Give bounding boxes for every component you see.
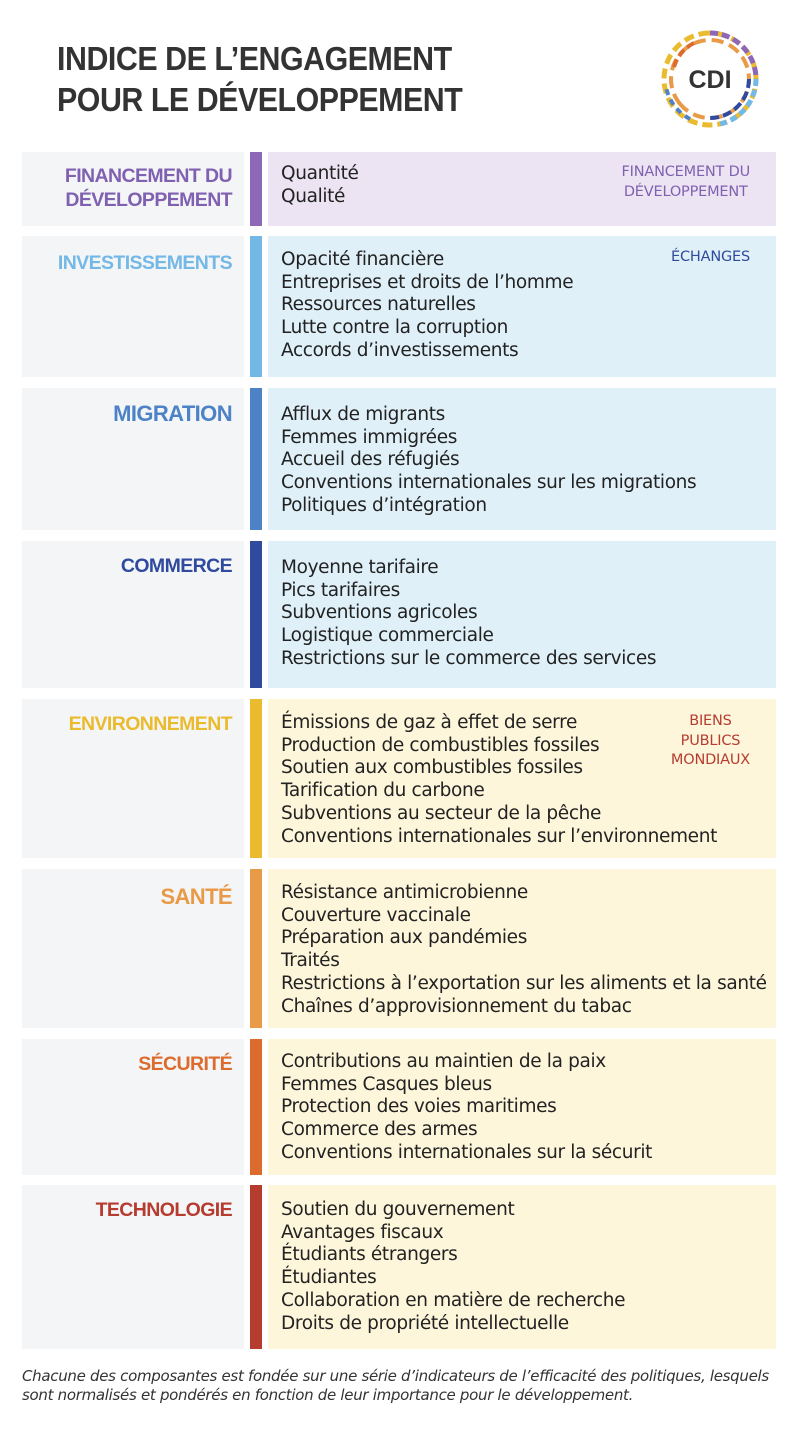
section-color-bar xyxy=(250,869,262,1028)
list-item: Soutien aux combustibles fossiles xyxy=(281,757,583,779)
section-color-bar xyxy=(250,699,262,858)
section-body xyxy=(268,236,776,377)
list-item: Couverture vaccinale xyxy=(281,904,471,926)
section-financement xyxy=(22,152,776,226)
section-body xyxy=(268,388,776,530)
list-item: Moyenne tarifaire xyxy=(281,557,439,578)
list-item: Restrictions à l’exportation sur les aliments et la santé xyxy=(281,972,767,994)
indicator-list xyxy=(281,1051,652,1165)
indicator-list xyxy=(281,163,359,208)
list-item: Quantité xyxy=(281,163,359,184)
section-label: COMMERCE xyxy=(120,555,232,577)
list-item: Entreprises et droits de l’homme xyxy=(281,271,574,293)
section-commerce xyxy=(22,541,776,688)
section-color-bar xyxy=(250,1185,262,1349)
group-tag: BIENS PUBLICS MONDIAUX xyxy=(670,713,750,768)
list-item: Lutte contre la corruption xyxy=(281,317,508,339)
section-body xyxy=(268,1039,776,1175)
section-color-bar xyxy=(250,1039,262,1175)
section-label: INVESTISSEMENTS xyxy=(57,252,232,274)
list-item: Résistance antimicrobienne xyxy=(281,882,528,903)
list-item: Préparation aux pandémies xyxy=(281,927,528,949)
list-item: Conventions internationales sur l’environnement xyxy=(281,825,717,847)
section-technologie xyxy=(22,1185,776,1349)
section-environnement xyxy=(22,699,776,858)
list-item: Qualité xyxy=(281,185,346,207)
list-item: Femmes immigrées xyxy=(281,426,458,448)
list-item: Traités xyxy=(281,950,340,972)
section-label: SÉCURITÉ xyxy=(138,1053,232,1075)
list-item: Chaînes d’approvisionnement du tabac xyxy=(281,995,632,1017)
list-item: Conventions internationales sur les migrations xyxy=(281,472,697,494)
list-item: Pics tarifaires xyxy=(281,579,400,601)
indicator-list xyxy=(281,1199,625,1335)
section-color-bar xyxy=(250,541,262,688)
list-item: Accords d’investissements xyxy=(281,339,519,361)
cdi-logo xyxy=(660,27,760,131)
title-line-1: INDICE DE L’ENGAGEMENT xyxy=(57,40,452,77)
indicator-list xyxy=(281,882,767,1018)
list-item: Étudiantes xyxy=(281,1267,377,1289)
section-body xyxy=(268,541,776,688)
list-item: Protection des voies maritimes xyxy=(281,1096,557,1118)
list-item: Subventions au secteur de la pêche xyxy=(281,802,602,824)
section-label: FINANCEMENT DU DÉVELOPPEMENT xyxy=(64,165,232,211)
list-item: Subventions agricoles xyxy=(281,602,478,624)
logo-text: CDI xyxy=(688,66,732,94)
footnote: Chacune des composantes est fondée sur une série d’indicateurs de l’efficacité des politiques, lesquels sont normalisés et pondérés en fonction de leur importance pour le développement. xyxy=(22,1367,769,1404)
section-color-bar xyxy=(250,388,262,530)
section-label-box xyxy=(22,541,244,688)
section-label-box xyxy=(22,152,244,226)
indicator-list xyxy=(281,712,717,848)
list-item: Droits de propriété intellectuelle xyxy=(281,1312,569,1334)
section-label-box xyxy=(22,1039,244,1175)
section-sante xyxy=(22,869,776,1028)
section-color-bar xyxy=(250,236,262,377)
section-label-box xyxy=(22,699,244,858)
list-item: Afflux de migrants xyxy=(281,404,445,425)
section-body xyxy=(268,1185,776,1349)
section-body xyxy=(268,869,776,1028)
page-title xyxy=(57,38,462,120)
section-label: SANTÉ xyxy=(160,884,232,909)
section-label-box xyxy=(22,869,244,1028)
list-item: Étudiants étrangers xyxy=(281,1244,458,1266)
group-tag: FINANCEMENT DU DÉVELOPPEMENT xyxy=(621,164,750,200)
section-label: ENVIRONNEMENT xyxy=(68,713,232,735)
group-tag: ÉCHANGES xyxy=(671,249,750,265)
section-label-box xyxy=(22,1185,244,1349)
section-body xyxy=(268,699,776,858)
section-body xyxy=(268,152,776,226)
section-securite xyxy=(22,1039,776,1175)
list-item: Collaboration en matière de recherche xyxy=(281,1289,626,1311)
list-item: Logistique commerciale xyxy=(281,625,494,647)
indicator-list xyxy=(281,249,573,363)
list-item: Restrictions sur le commerce des services xyxy=(281,647,657,669)
list-item: Accueil des réfugiés xyxy=(281,449,460,471)
list-item: Conventions internationales sur la sécurit xyxy=(281,1141,653,1163)
list-item: Tarification du carbone xyxy=(281,780,485,802)
section-label: MIGRATION xyxy=(113,401,232,426)
list-item: Commerce des armes xyxy=(281,1119,478,1141)
section-investissements xyxy=(22,236,776,377)
section-label-box xyxy=(22,236,244,377)
section-label: TECHNOLOGIE xyxy=(95,1199,232,1221)
section-migration xyxy=(22,388,776,530)
section-label-box xyxy=(22,388,244,530)
list-item: Avantages fiscaux xyxy=(281,1221,444,1243)
list-item: Contributions au maintien de la paix xyxy=(281,1051,606,1072)
list-item: Production de combustibles fossiles xyxy=(281,734,600,756)
indicator-list xyxy=(281,557,656,671)
list-item: Politiques d’intégration xyxy=(281,494,487,516)
indicator-list xyxy=(281,404,696,518)
list-item: Opacité financière xyxy=(281,249,444,270)
list-item: Émissions de gaz à effet de serre xyxy=(281,712,577,733)
list-item: Femmes Casques bleus xyxy=(281,1073,492,1095)
section-color-bar xyxy=(250,152,262,226)
list-item: Ressources naturelles xyxy=(281,294,476,316)
list-item: Soutien du gouvernement xyxy=(281,1199,515,1220)
title-line-2: POUR LE DÉVELOPPEMENT xyxy=(57,81,463,118)
